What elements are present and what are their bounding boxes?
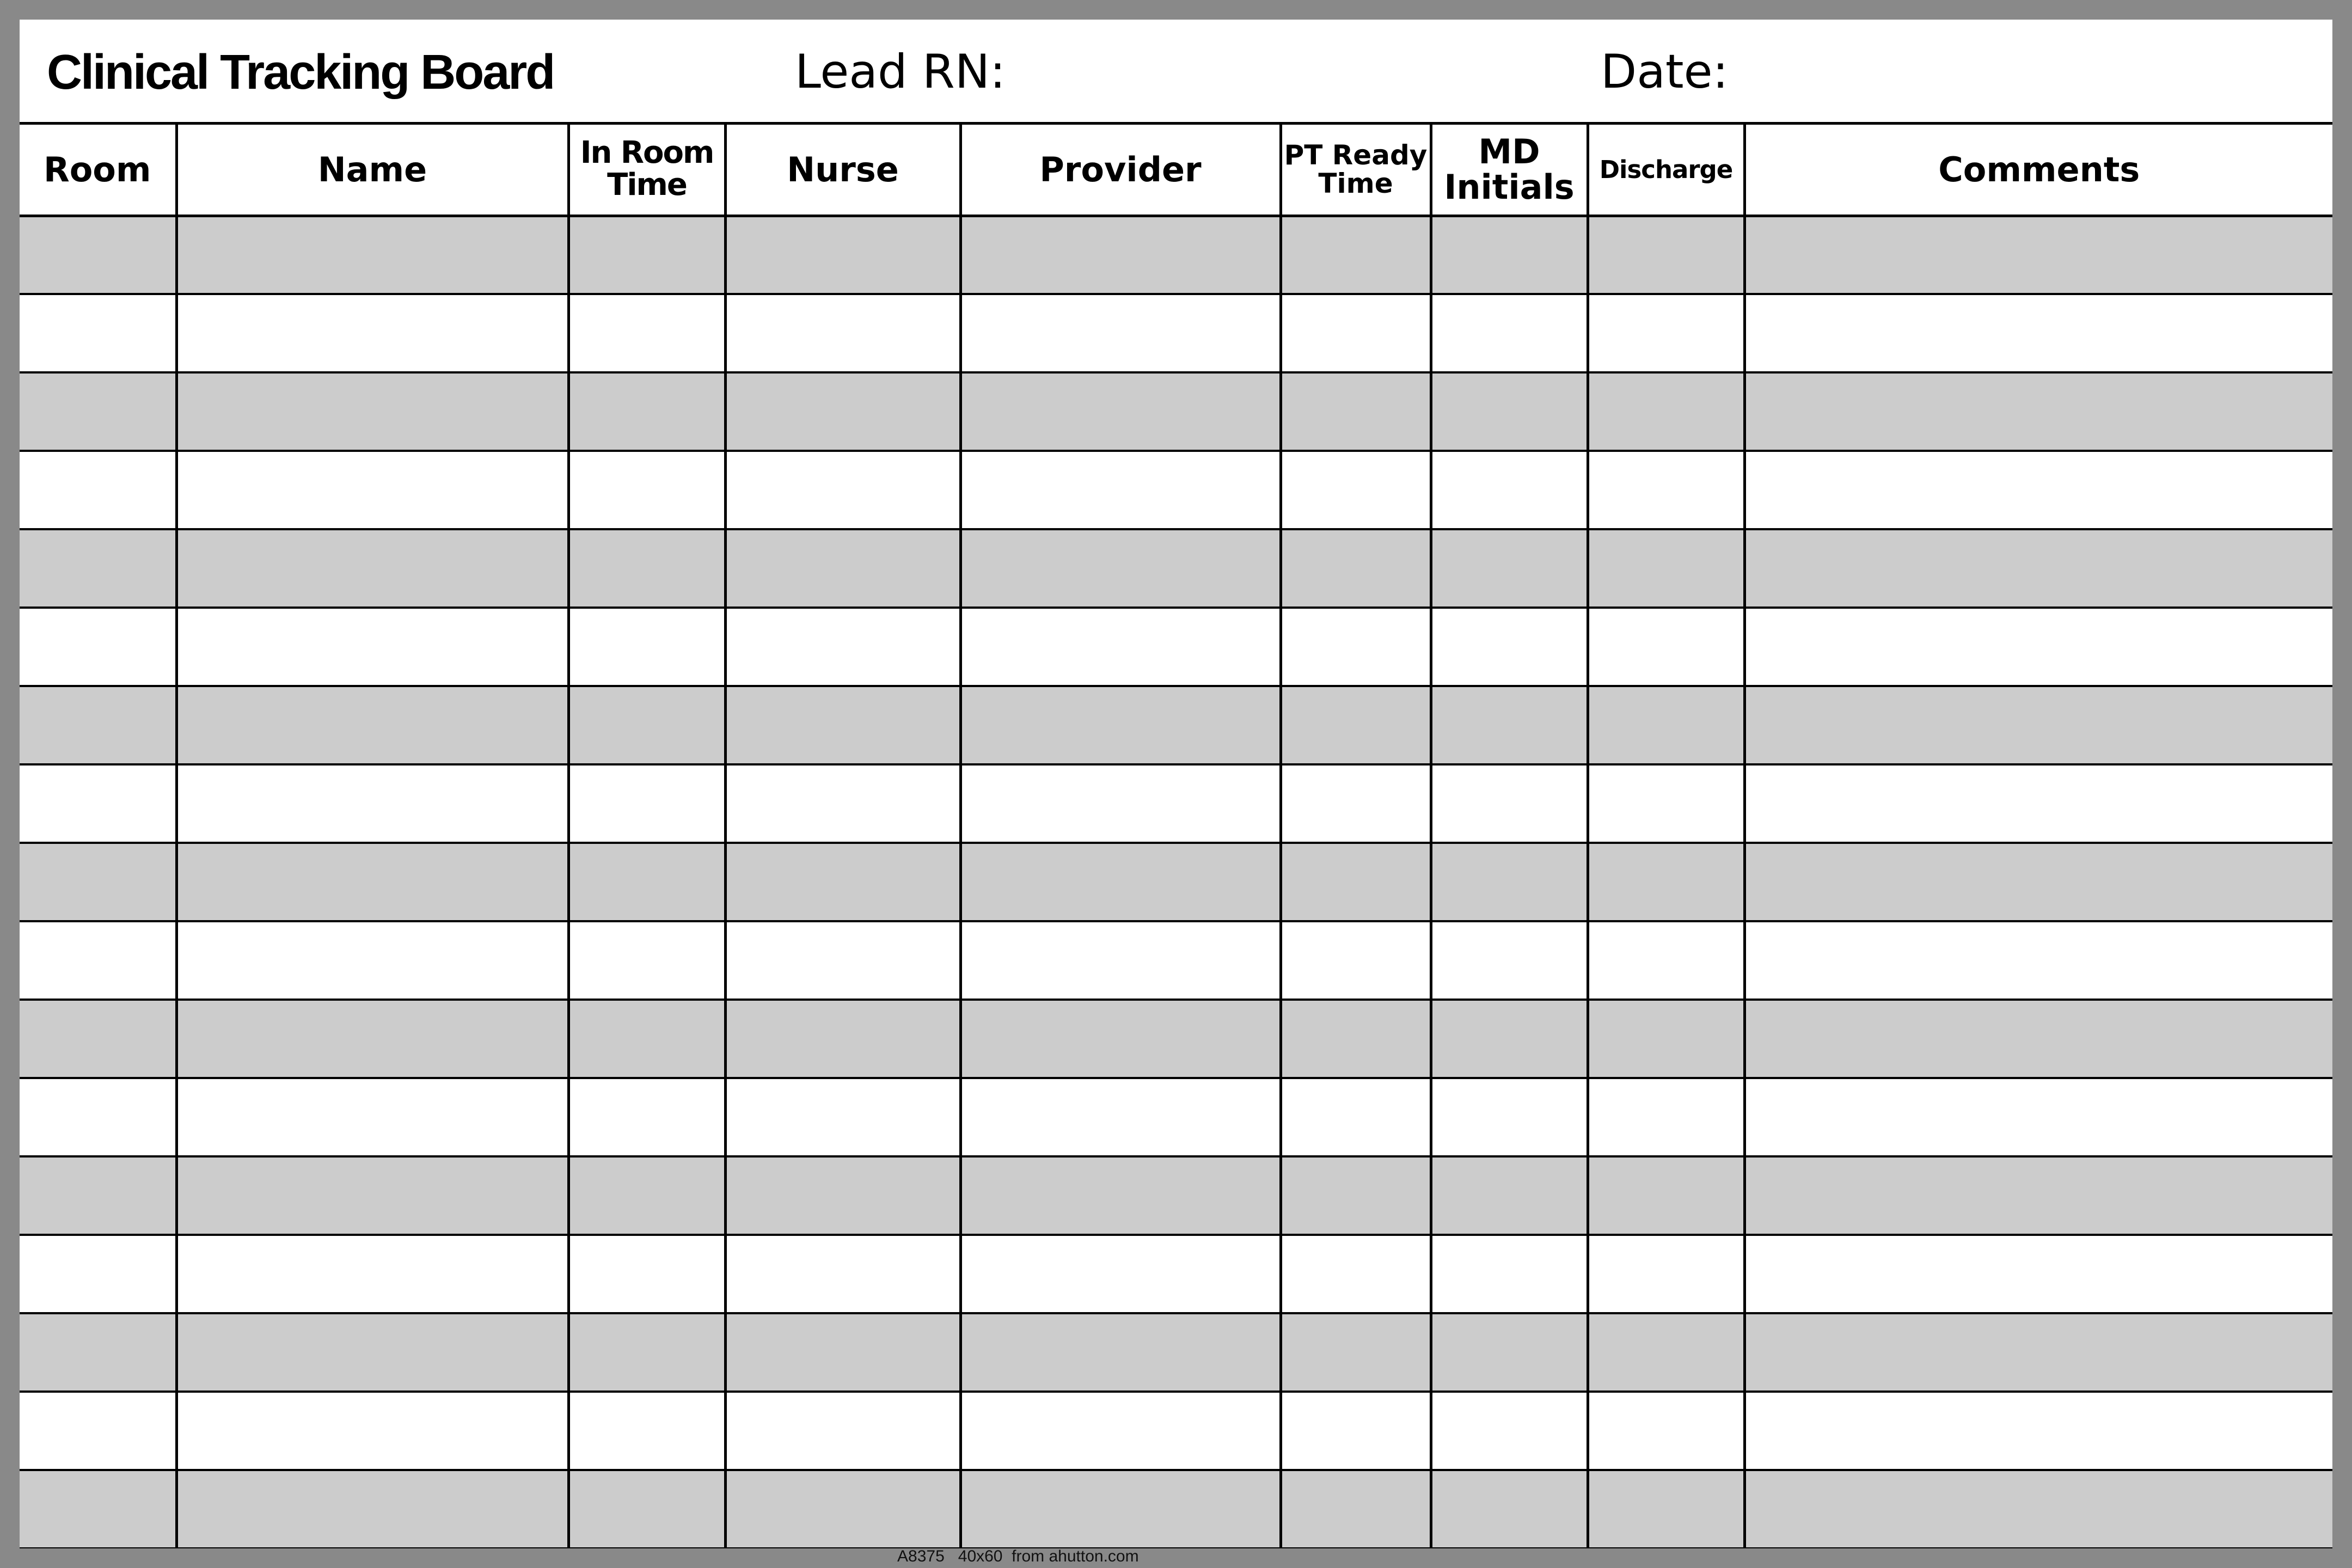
column-header-provider: Provider xyxy=(960,125,1281,216)
column-header-comments: Comments xyxy=(1744,125,2332,216)
table-cell[interactable] xyxy=(20,608,176,686)
table-cell[interactable] xyxy=(725,451,960,529)
table-cell[interactable] xyxy=(20,686,176,764)
table-cell[interactable] xyxy=(1744,1470,2332,1548)
table-row xyxy=(20,1313,2332,1392)
table-cell[interactable] xyxy=(960,294,1281,372)
table-cell[interactable] xyxy=(960,1000,1281,1078)
table-cell[interactable] xyxy=(725,1156,960,1235)
table-cell[interactable] xyxy=(1431,1313,1588,1392)
table-cell[interactable] xyxy=(568,921,725,1000)
table-cell[interactable] xyxy=(1588,372,1744,451)
table-cell[interactable] xyxy=(725,608,960,686)
table-cell[interactable] xyxy=(960,451,1281,529)
table-cell[interactable] xyxy=(1588,843,1744,921)
table-cell[interactable] xyxy=(1744,1078,2332,1156)
table-cell[interactable] xyxy=(20,764,176,843)
table-cell[interactable] xyxy=(960,1313,1281,1392)
table-row xyxy=(20,1235,2332,1313)
table-cell[interactable] xyxy=(20,1000,176,1078)
table-cell[interactable] xyxy=(1281,294,1431,372)
table-cell[interactable] xyxy=(1281,608,1431,686)
table-row xyxy=(20,686,2332,764)
table-row xyxy=(20,921,2332,1000)
table-cell[interactable] xyxy=(960,764,1281,843)
table-row xyxy=(20,372,2332,451)
table-cell[interactable] xyxy=(1744,216,2332,294)
table-cell[interactable] xyxy=(568,1078,725,1156)
table-cell[interactable] xyxy=(1281,1392,1431,1470)
table-cell[interactable] xyxy=(1281,1078,1431,1156)
table-cell[interactable] xyxy=(1431,608,1588,686)
table-cell[interactable] xyxy=(1431,843,1588,921)
tracking-table xyxy=(20,125,2332,1548)
table-cell[interactable] xyxy=(20,1078,176,1156)
table-cell[interactable] xyxy=(20,1470,176,1548)
table-cell[interactable] xyxy=(1281,1156,1431,1235)
table-cell[interactable] xyxy=(20,921,176,1000)
table-cell[interactable] xyxy=(568,608,725,686)
table-cell[interactable] xyxy=(176,372,568,451)
table-cell[interactable] xyxy=(1431,764,1588,843)
table-cell[interactable] xyxy=(725,686,960,764)
table-cell[interactable] xyxy=(20,843,176,921)
table-cell[interactable] xyxy=(20,1235,176,1313)
table-cell[interactable] xyxy=(568,529,725,608)
table-cell[interactable] xyxy=(1431,1078,1588,1156)
whiteboard xyxy=(20,20,2332,1548)
table-cell[interactable] xyxy=(1588,1313,1744,1392)
table-cell[interactable] xyxy=(176,1156,568,1235)
table-cell[interactable] xyxy=(1744,451,2332,529)
table-cell[interactable] xyxy=(725,921,960,1000)
table-cell[interactable] xyxy=(1744,764,2332,843)
column-header-name: Name xyxy=(176,125,568,216)
table-cell[interactable] xyxy=(568,843,725,921)
table-cell[interactable] xyxy=(1431,1000,1588,1078)
table-cell[interactable] xyxy=(568,686,725,764)
table-cell[interactable] xyxy=(20,1313,176,1392)
column-header-in-room-time: In Room Time xyxy=(568,125,725,216)
table-cell[interactable] xyxy=(1588,608,1744,686)
table-cell[interactable] xyxy=(1588,1078,1744,1156)
table-cell[interactable] xyxy=(1281,686,1431,764)
table-cell[interactable] xyxy=(725,843,960,921)
column-header-discharge: Discharge xyxy=(1588,125,1744,216)
table-cell[interactable] xyxy=(1588,1235,1744,1313)
table-cell[interactable] xyxy=(1281,216,1431,294)
table-cell[interactable] xyxy=(1588,1000,1744,1078)
table-cell[interactable] xyxy=(1588,1156,1744,1235)
table-cell[interactable] xyxy=(1281,921,1431,1000)
table-row xyxy=(20,843,2332,921)
table-row xyxy=(20,451,2332,529)
table-cell[interactable] xyxy=(1281,1235,1431,1313)
table-cell[interactable] xyxy=(960,216,1281,294)
table-cell[interactable] xyxy=(1281,451,1431,529)
column-header-room: Room xyxy=(20,125,176,216)
table-cell[interactable] xyxy=(725,216,960,294)
table-cell[interactable] xyxy=(1744,372,2332,451)
table-cell[interactable] xyxy=(176,451,568,529)
table-cell[interactable] xyxy=(960,529,1281,608)
table-cell[interactable] xyxy=(176,686,568,764)
table-row xyxy=(20,529,2332,608)
table-cell[interactable] xyxy=(1744,608,2332,686)
table-cell[interactable] xyxy=(176,1470,568,1548)
table-cell[interactable] xyxy=(20,1156,176,1235)
table-cell[interactable] xyxy=(20,529,176,608)
table-cell[interactable] xyxy=(1431,294,1588,372)
table-header-row xyxy=(20,125,2332,216)
table-cell[interactable] xyxy=(960,1392,1281,1470)
table-cell[interactable] xyxy=(568,216,725,294)
table-cell[interactable] xyxy=(960,843,1281,921)
table-cell[interactable] xyxy=(176,529,568,608)
table-cell[interactable] xyxy=(176,294,568,372)
table-cell[interactable] xyxy=(568,1000,725,1078)
table-cell[interactable] xyxy=(1588,1392,1744,1470)
table-cell[interactable] xyxy=(20,451,176,529)
table-cell[interactable] xyxy=(1744,686,2332,764)
table-cell[interactable] xyxy=(1431,529,1588,608)
table-cell[interactable] xyxy=(20,1392,176,1470)
table-cell[interactable] xyxy=(960,1156,1281,1235)
table-row xyxy=(20,1470,2332,1548)
table-cell[interactable] xyxy=(1744,1156,2332,1235)
table-cell[interactable] xyxy=(1744,1313,2332,1392)
table-cell[interactable] xyxy=(960,1078,1281,1156)
table-cell[interactable] xyxy=(1744,1392,2332,1470)
table-cell[interactable] xyxy=(20,372,176,451)
table-cell[interactable] xyxy=(1744,294,2332,372)
table-cell[interactable] xyxy=(568,1156,725,1235)
table-cell[interactable] xyxy=(568,1392,725,1470)
table-cell[interactable] xyxy=(1744,921,2332,1000)
table-cell[interactable] xyxy=(176,608,568,686)
table-row xyxy=(20,294,2332,372)
table-cell[interactable] xyxy=(176,1392,568,1470)
table-row xyxy=(20,608,2332,686)
column-header-md-initials: MD Initials xyxy=(1431,125,1588,216)
table-cell[interactable] xyxy=(176,1000,568,1078)
table-cell[interactable] xyxy=(1431,1156,1588,1235)
table-cell[interactable] xyxy=(1281,843,1431,921)
table-cell[interactable] xyxy=(725,1078,960,1156)
table-cell[interactable] xyxy=(960,1470,1281,1548)
table-cell[interactable] xyxy=(1588,529,1744,608)
table-cell[interactable] xyxy=(1744,529,2332,608)
table-cell[interactable] xyxy=(725,294,960,372)
table-cell[interactable] xyxy=(1281,529,1431,608)
table-cell[interactable] xyxy=(1588,764,1744,843)
table-cell[interactable] xyxy=(1281,1000,1431,1078)
table-cell[interactable] xyxy=(568,764,725,843)
table-cell[interactable] xyxy=(20,216,176,294)
table-cell[interactable] xyxy=(725,529,960,608)
table-cell[interactable] xyxy=(176,921,568,1000)
table-cell[interactable] xyxy=(568,372,725,451)
column-header-pt-ready-time: PT Ready Time xyxy=(1281,125,1431,216)
table-cell[interactable] xyxy=(960,372,1281,451)
table-row xyxy=(20,764,2332,843)
table-cell[interactable] xyxy=(1588,686,1744,764)
table-cell[interactable] xyxy=(1588,921,1744,1000)
table-cell[interactable] xyxy=(960,608,1281,686)
table-cell[interactable] xyxy=(960,921,1281,1000)
table-row xyxy=(20,1392,2332,1470)
table-row xyxy=(20,216,2332,294)
table-cell[interactable] xyxy=(1431,216,1588,294)
table-cell[interactable] xyxy=(725,764,960,843)
table-cell[interactable] xyxy=(725,1235,960,1313)
column-header-nurse: Nurse xyxy=(725,125,960,216)
table-cell[interactable] xyxy=(176,764,568,843)
table-body xyxy=(20,216,2332,1548)
table-cell[interactable] xyxy=(1431,451,1588,529)
table-cell[interactable] xyxy=(568,1313,725,1392)
table-cell[interactable] xyxy=(725,1000,960,1078)
table-cell[interactable] xyxy=(176,843,568,921)
table-cell[interactable] xyxy=(1588,294,1744,372)
table-cell[interactable] xyxy=(1431,921,1588,1000)
table-cell[interactable] xyxy=(568,1470,725,1548)
table-cell[interactable] xyxy=(1281,1470,1431,1548)
table-cell[interactable] xyxy=(1744,1235,2332,1313)
table-cell[interactable] xyxy=(176,1313,568,1392)
table-cell[interactable] xyxy=(176,1078,568,1156)
table-cell[interactable] xyxy=(568,1235,725,1313)
table-cell[interactable] xyxy=(725,372,960,451)
table-cell[interactable] xyxy=(1431,1392,1588,1470)
table-cell[interactable] xyxy=(1431,1235,1588,1313)
table-row xyxy=(20,1156,2332,1235)
table-cell[interactable] xyxy=(1431,1470,1588,1548)
table-cell[interactable] xyxy=(960,686,1281,764)
table-cell[interactable] xyxy=(1744,1000,2332,1078)
table-cell[interactable] xyxy=(725,1470,960,1548)
product-info: A8375 40x60 from ahutton.com xyxy=(897,1547,1139,1565)
table-cell[interactable] xyxy=(725,1392,960,1470)
table-cell[interactable] xyxy=(1588,216,1744,294)
table-cell[interactable] xyxy=(1281,764,1431,843)
date-label: Date: xyxy=(1601,45,1729,99)
table-cell[interactable] xyxy=(960,1235,1281,1313)
table-cell[interactable] xyxy=(725,1313,960,1392)
table-cell[interactable] xyxy=(1588,451,1744,529)
board-title: Clinical Tracking Board xyxy=(47,45,554,100)
table-cell[interactable] xyxy=(176,1235,568,1313)
table-cell[interactable] xyxy=(176,216,568,294)
table-cell[interactable] xyxy=(1431,686,1588,764)
board-header xyxy=(20,20,2332,125)
lead-rn-label: Lead RN: xyxy=(795,45,1006,99)
table-row xyxy=(20,1000,2332,1078)
table-cell[interactable] xyxy=(1281,1313,1431,1392)
table-cell[interactable] xyxy=(1744,843,2332,921)
table-cell[interactable] xyxy=(568,294,725,372)
table-cell[interactable] xyxy=(1281,372,1431,451)
table-cell[interactable] xyxy=(20,294,176,372)
table-cell[interactable] xyxy=(568,451,725,529)
table-cell[interactable] xyxy=(1588,1470,1744,1548)
table-cell[interactable] xyxy=(1431,372,1588,451)
table-row xyxy=(20,1078,2332,1156)
